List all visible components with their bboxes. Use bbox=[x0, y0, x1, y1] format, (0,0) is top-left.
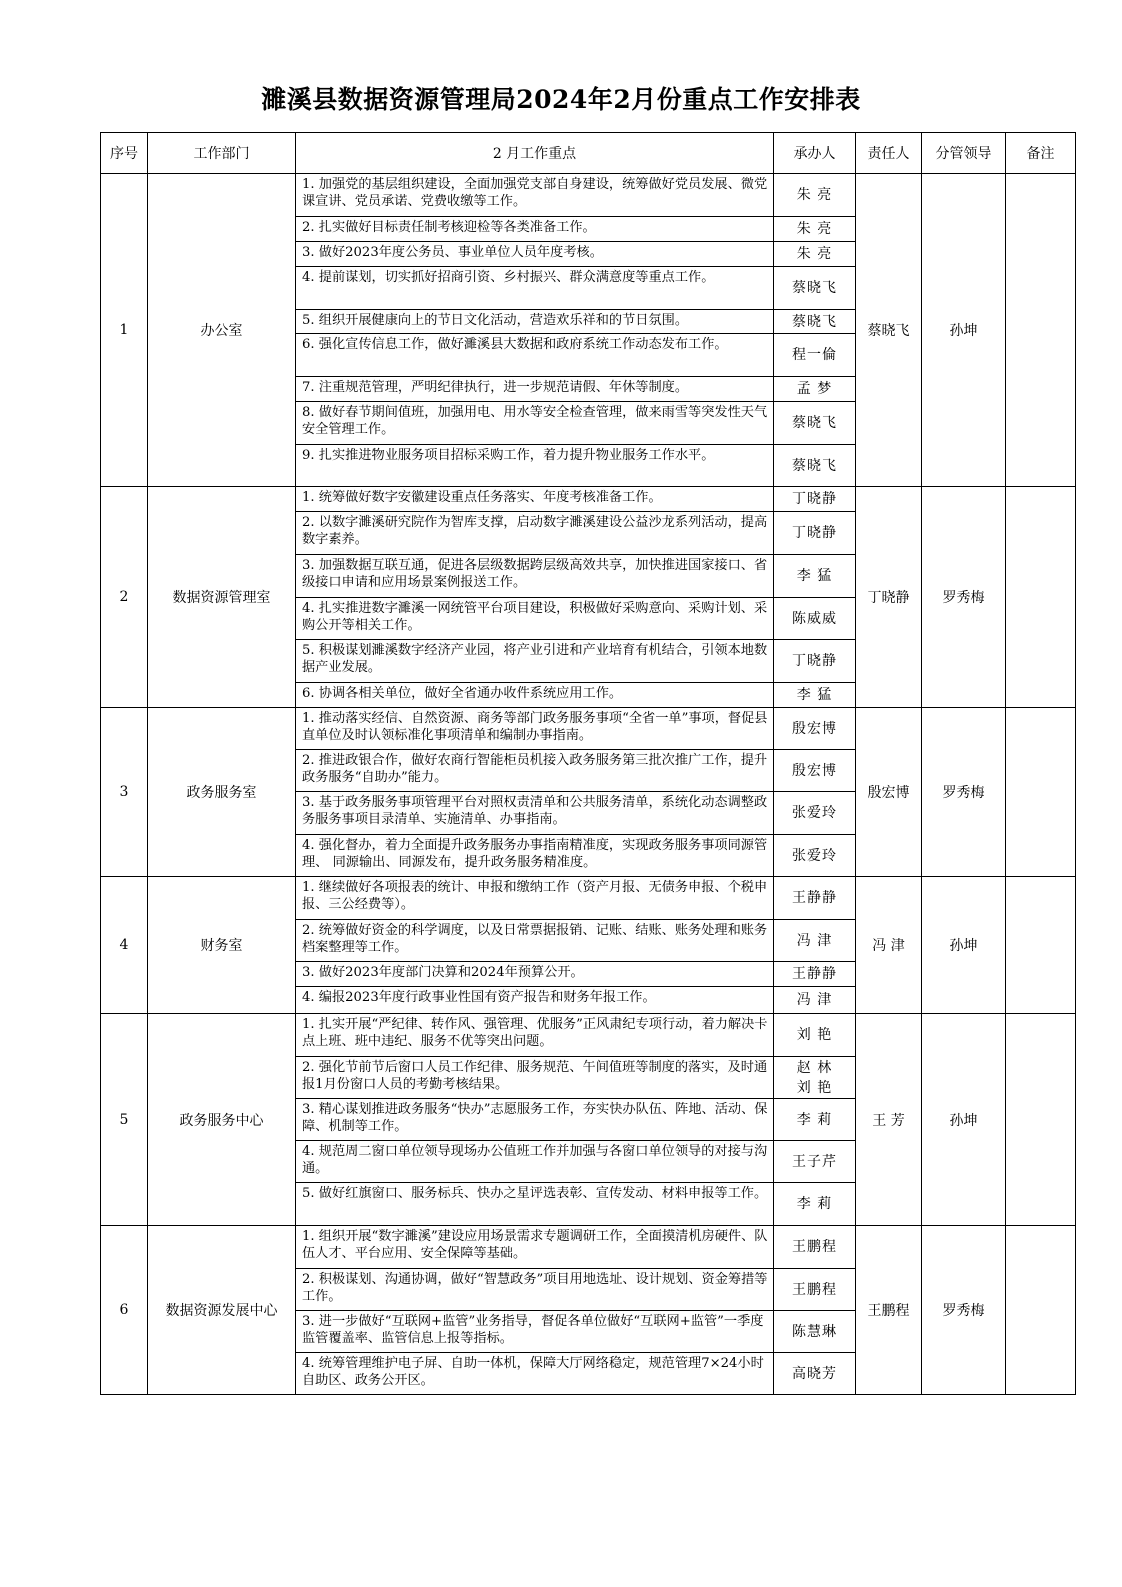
row-number: 3 bbox=[101, 708, 148, 877]
task-text: 4. 统筹管理维护电子屏、自助一体机，保障大厅网络稳定，规范管理7×24小时自助区、政务公开区。 bbox=[296, 1353, 774, 1395]
handler-cell bbox=[774, 1226, 856, 1269]
task-text: 3. 进一步做好“互联网+监管”业务指导，督促各单位做好“互联网+监管”一季度监管覆盖率、监管信息上报等指标。 bbox=[296, 1311, 774, 1353]
handler-name: 殷宏博 bbox=[792, 720, 837, 737]
handler-cell bbox=[774, 987, 856, 1014]
leader-name: 罗秀梅 bbox=[922, 1226, 1006, 1395]
handler-name: 朱 亮 bbox=[796, 187, 833, 203]
department-name: 政务服务室 bbox=[148, 708, 296, 877]
task-text: 2. 强化节前节后窗口人员工作纪律、服务规范、午间值班等制度的落实，及时通报1月份窗口人员的考勤考核结果。 bbox=[296, 1057, 774, 1099]
handler-name: 陈威威 bbox=[792, 610, 837, 627]
handler-cell bbox=[774, 598, 856, 640]
task-text: 2. 以数字濉溪研究院作为智库支撑，启动数字濉溪建设公益沙龙系列活动，提高数字素养。 bbox=[296, 512, 774, 555]
task-text: 2. 扎实做好目标责任制考核迎检等各类准备工作。 bbox=[296, 217, 774, 242]
handler-name: 朱 亮 bbox=[796, 221, 833, 237]
handler-cell bbox=[774, 1269, 856, 1311]
table-row bbox=[101, 877, 1076, 920]
handler-name: 李 莉 bbox=[796, 1111, 833, 1128]
handler-cell bbox=[774, 750, 856, 792]
owner-name: 冯 津 bbox=[856, 877, 922, 1014]
header-handler: 承办人 bbox=[774, 133, 856, 174]
handler-name: 冯 津 bbox=[796, 992, 833, 1008]
task-text: 1. 推动落实经信、自然资源、商务等部门政务服务事项“全省一单”事项，督促县直单位及时认领标准化事项清单和编制办事指南。 bbox=[296, 708, 774, 750]
page-title: 濉溪县数据资源管理局2024年2月份重点工作安排表 bbox=[261, 85, 861, 114]
owner-name: 蔡晓飞 bbox=[856, 174, 922, 487]
task-text: 4. 编报2023年度行政事业性国有资产报告和财务年报工作。 bbox=[296, 987, 774, 1014]
handler-cell bbox=[774, 708, 856, 750]
task-text: 3. 基于政务服务事项管理平台对照权责清单和公共服务清单，系统化动态调整政务服务事项目录清单、实施清单、办事指南。 bbox=[296, 792, 774, 835]
remark-cell bbox=[1006, 877, 1076, 1014]
handler-name: 李 猛 bbox=[796, 568, 833, 584]
header-dept: 工作部门 bbox=[148, 133, 296, 174]
owner-name: 王鹏程 bbox=[856, 1226, 922, 1395]
department-name: 数据资源发展中心 bbox=[148, 1226, 296, 1395]
handler-cell bbox=[774, 640, 856, 683]
leader-name: 罗秀梅 bbox=[922, 708, 1006, 877]
handler-cell bbox=[774, 334, 856, 377]
handler-cell bbox=[774, 487, 856, 512]
owner-name: 丁晓静 bbox=[856, 487, 922, 708]
handler-cell bbox=[774, 1099, 856, 1141]
table-row bbox=[101, 1226, 1076, 1269]
table-row bbox=[101, 1014, 1076, 1057]
handler-name: 蔡晓飞 bbox=[792, 313, 837, 330]
table-row bbox=[101, 487, 1076, 512]
work-plan-table bbox=[100, 132, 1076, 1395]
task-text: 1. 加强党的基层组织建设，全面加强党支部自身建设，统筹做好党员发展、微党课宣讲、党员承诺、党费收缴等工作。 bbox=[296, 174, 774, 217]
row-number: 1 bbox=[101, 174, 148, 487]
task-text: 3. 做好2023年度部门决算和2024年预算公开。 bbox=[296, 962, 774, 987]
handler-cell bbox=[774, 1311, 856, 1353]
handler-name: 高晓芳 bbox=[792, 1365, 837, 1382]
handler-cell bbox=[774, 1353, 856, 1395]
table-row bbox=[101, 708, 1076, 750]
remark-cell bbox=[1006, 174, 1076, 487]
department-name: 财务室 bbox=[148, 877, 296, 1014]
remark-cell bbox=[1006, 708, 1076, 877]
handler-cell bbox=[774, 683, 856, 708]
handler-name: 张爱玲 bbox=[792, 847, 837, 864]
owner-name: 王 芳 bbox=[856, 1014, 922, 1226]
handler-cell bbox=[774, 1141, 856, 1183]
handler-name: 丁晓静 bbox=[792, 491, 837, 507]
table-row bbox=[101, 174, 1076, 217]
task-text: 4. 规范周二窗口单位领导现场办公值班工作并加强与各窗口单位领导的对接与沟通。 bbox=[296, 1141, 774, 1183]
task-text: 5. 积极谋划濉溪数字经济产业园，将产业引进和产业培育有机结合，引领本地数据产业发展。 bbox=[296, 640, 774, 683]
handler-name: 李 莉 bbox=[796, 1196, 833, 1212]
task-text: 9. 扎实推进物业服务项目招标采购工作，着力提升物业服务工作水平。 bbox=[296, 445, 774, 487]
department-name: 办公室 bbox=[148, 174, 296, 487]
handler-cell bbox=[774, 1183, 856, 1226]
handler-name: 冯 津 bbox=[796, 932, 833, 949]
task-text: 2. 统筹做好资金的科学调度，以及日常票据报销、记账、结账、账务处理和账务档案整理等工作。 bbox=[296, 920, 774, 962]
remark-cell bbox=[1006, 1014, 1076, 1226]
handler-name: 陈慧琳 bbox=[792, 1323, 837, 1340]
handler-name: 蔡晓飞 bbox=[792, 280, 837, 296]
handler-name: 王鹏程 bbox=[792, 1281, 837, 1298]
leader-name: 孙坤 bbox=[922, 174, 1006, 487]
handler-name: 孟 梦 bbox=[796, 381, 833, 397]
remark-cell bbox=[1006, 487, 1076, 708]
handler-cell bbox=[774, 512, 856, 555]
row-number: 6 bbox=[101, 1226, 148, 1395]
handler-name: 蔡晓飞 bbox=[792, 415, 837, 431]
handler-name: 丁晓静 bbox=[792, 653, 837, 669]
handler-cell bbox=[774, 1014, 856, 1057]
task-text: 4. 强化督办，着力全面提升政务服务办事指南精准度，实现政务服务事项同源管理、 同源输出、同源发布，提升政务服务精准度。 bbox=[296, 835, 774, 877]
handler-name: 蔡晓飞 bbox=[792, 457, 837, 474]
handler-name: 赵 林 bbox=[796, 1059, 833, 1076]
task-text: 6. 协调各相关单位，做好全省通办收件系统应用工作。 bbox=[296, 683, 774, 708]
task-text: 4. 扎实推进数字濉溪一网统管平台项目建设，积极做好采购意向、采购计划、采购公开等相关工作。 bbox=[296, 598, 774, 640]
task-text: 4. 提前谋划，切实抓好招商引资、乡村振兴、群众满意度等重点工作。 bbox=[296, 267, 774, 310]
handler-name: 丁晓静 bbox=[792, 525, 837, 541]
department-name: 政务服务中心 bbox=[148, 1014, 296, 1226]
header-owner: 责任人 bbox=[856, 133, 922, 174]
leader-name: 孙坤 bbox=[922, 877, 1006, 1014]
row-number: 2 bbox=[101, 487, 148, 708]
task-text: 5. 做好红旗窗口、服务标兵、快办之星评选表彰、宣传发动、材料申报等工作。 bbox=[296, 1183, 774, 1226]
task-text: 8. 做好春节期间值班，加强用电、用水等安全检查管理，做来雨雪等突发性天气安全管理工作。 bbox=[296, 402, 774, 445]
owner-name: 殷宏博 bbox=[856, 708, 922, 877]
header-focus: 2 月工作重点 bbox=[296, 133, 774, 174]
task-text: 2. 积极谋划、沟通协调，做好“智慧政务”项目用地选址、设计规划、资金筹措等工作。 bbox=[296, 1269, 774, 1311]
leader-name: 孙坤 bbox=[922, 1014, 1006, 1226]
handler-cell bbox=[774, 267, 856, 310]
handler-name: 张爱玲 bbox=[792, 805, 837, 821]
table-body bbox=[101, 174, 1076, 1395]
task-text: 2. 推进政银合作，做好农商行智能柜员机接入政务服务第三批次推广工作，提升政务服务“自助办”能力。 bbox=[296, 750, 774, 792]
handler-cell bbox=[774, 310, 856, 334]
handler-name: 刘 艳 bbox=[796, 1027, 833, 1043]
header-remark: 备注 bbox=[1006, 133, 1076, 174]
handler-name: 刘 艳 bbox=[796, 1079, 833, 1096]
handler-cell bbox=[774, 1057, 856, 1099]
handler-cell bbox=[774, 242, 856, 267]
task-text: 1. 组织开展“数字濉溪”建设应用场景需求专题调研工作，全面摸清机房硬件、队伍人才、平台应用、安全保障等基础。 bbox=[296, 1226, 774, 1269]
leader-name: 罗秀梅 bbox=[922, 487, 1006, 708]
handler-name: 李 猛 bbox=[796, 687, 833, 703]
handler-cell bbox=[774, 445, 856, 487]
handler-cell bbox=[774, 377, 856, 402]
handler-name: 王静静 bbox=[792, 890, 837, 906]
handler-name: 朱 亮 bbox=[796, 246, 833, 262]
handler-cell bbox=[774, 174, 856, 217]
task-text: 3. 做好2023年度公务员、事业单位人员年度考核。 bbox=[296, 242, 774, 267]
row-number: 4 bbox=[101, 877, 148, 1014]
table-header-row bbox=[101, 133, 1076, 174]
handler-cell bbox=[774, 792, 856, 835]
handler-name: 王静静 bbox=[792, 966, 837, 982]
task-text: 6. 强化宣传信息工作，做好濉溪县大数据和政府系统工作动态发布工作。 bbox=[296, 334, 774, 377]
header-leader: 分管领导 bbox=[922, 133, 1006, 174]
handler-name: 王子芹 bbox=[792, 1153, 837, 1170]
handler-cell bbox=[774, 555, 856, 598]
task-text: 5. 组织开展健康向上的节日文化活动，营造欢乐祥和的节日氛围。 bbox=[296, 310, 774, 334]
task-text: 1. 继续做好各项报表的统计、申报和缴纳工作（资产月报、无债务申报、个税申报、三公经费等）。 bbox=[296, 877, 774, 920]
task-text: 1. 统筹做好数字安徽建设重点任务落实、年度考核准备工作。 bbox=[296, 487, 774, 512]
header-no: 序号 bbox=[101, 133, 148, 174]
task-text: 7. 注重规范管理，严明纪律执行，进一步规范请假、年休等制度。 bbox=[296, 377, 774, 402]
department-name: 数据资源管理室 bbox=[148, 487, 296, 708]
task-text: 3. 加强数据互联互通，促进各层级数据跨层级高效共享，加快推进国家接口、省级接口申请和应用场景案例报送工作。 bbox=[296, 555, 774, 598]
handler-name: 程一倫 bbox=[792, 347, 837, 363]
handler-cell bbox=[774, 835, 856, 877]
handler-name: 王鹏程 bbox=[792, 1239, 837, 1255]
handler-cell bbox=[774, 217, 856, 242]
task-text: 1. 扎实开展“严纪律、转作风、强管理、优服务”正风肃纪专项行动，着力解决卡点上班、班中违纪、服务不优等突出问题。 bbox=[296, 1014, 774, 1057]
handler-name: 殷宏博 bbox=[792, 762, 837, 779]
handler-cell bbox=[774, 962, 856, 987]
handler-cell bbox=[774, 877, 856, 920]
handler-cell bbox=[774, 920, 856, 962]
row-number: 5 bbox=[101, 1014, 148, 1226]
handler-cell bbox=[774, 402, 856, 445]
remark-cell bbox=[1006, 1226, 1076, 1395]
task-text: 3. 精心谋划推进政务服务“快办”志愿服务工作，夯实快办队伍、阵地、活动、保障、机制等工作。 bbox=[296, 1099, 774, 1141]
